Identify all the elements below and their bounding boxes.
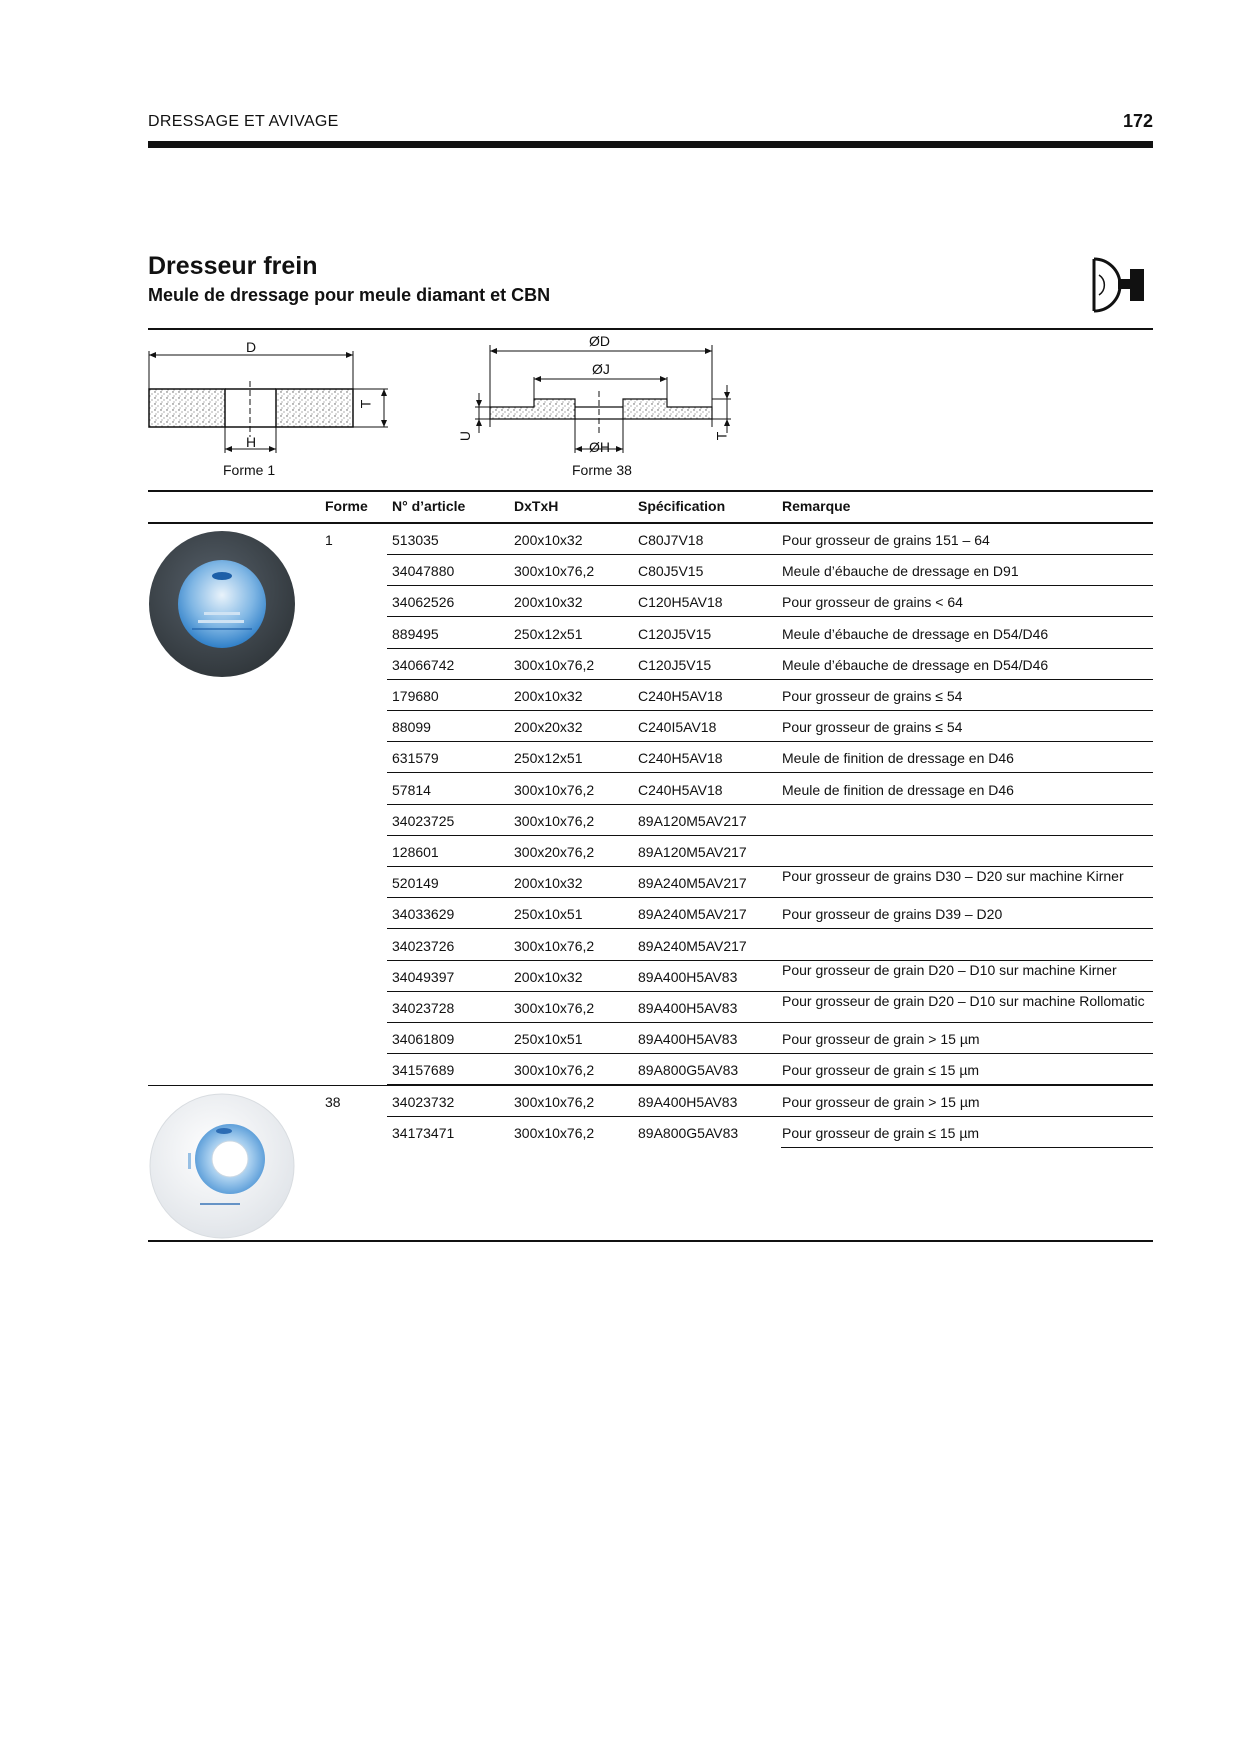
cell-spec: C240H5AV18 bbox=[638, 781, 723, 798]
cell-dims: 200x10x32 bbox=[514, 968, 583, 985]
forme38-label-u: U bbox=[457, 430, 474, 442]
row-divider bbox=[781, 1147, 1153, 1148]
cell-article: 34023726 bbox=[392, 937, 455, 954]
cell-forme: 1 bbox=[325, 532, 333, 548]
cell-dims: 300x20x76,2 bbox=[514, 844, 595, 860]
product-title: Dresseur frein bbox=[148, 252, 318, 280]
cell-dims: 300x10x76,2 bbox=[514, 1124, 595, 1141]
cell-spec: C120H5AV18 bbox=[638, 594, 723, 611]
cell-remark: Meule de finition de dressage en D46 bbox=[782, 781, 1014, 798]
cell-dims: 250x12x51 bbox=[514, 750, 583, 767]
cell-article: 34061809 bbox=[392, 1031, 455, 1048]
cell-spec: 89A400H5AV83 bbox=[638, 1093, 738, 1110]
table-row bbox=[148, 961, 1153, 992]
cell-article: 34157689 bbox=[392, 1062, 455, 1079]
cell-spec: C80J5V15 bbox=[638, 563, 704, 580]
col-header-spec: Spécification bbox=[638, 498, 726, 514]
section-title: DRESSAGE ET AVIVAGE bbox=[148, 113, 339, 130]
cell-spec: C240H5AV18 bbox=[638, 688, 723, 704]
cell-spec: 89A400H5AV83 bbox=[638, 968, 738, 985]
cell-remark: Meule d’ébauche de dressage en D91 bbox=[782, 563, 1019, 580]
cell-article: 520149 bbox=[392, 875, 439, 892]
cell-article: 88099 bbox=[392, 719, 431, 736]
col-header-forme: Forme bbox=[325, 498, 368, 514]
cell-dims: 300x10x76,2 bbox=[514, 1093, 595, 1110]
table-row bbox=[148, 1086, 1153, 1117]
table-row bbox=[148, 618, 1153, 649]
cell-spec: 89A120M5AV217 bbox=[638, 812, 747, 829]
cell-article: 57814 bbox=[392, 781, 431, 798]
cell-remark: Pour grosseur de grain > 15 µm bbox=[782, 1093, 980, 1110]
cell-remark: Pour grosseur de grain D20 – D10 sur machine Kirner bbox=[782, 961, 1117, 978]
section-rule bbox=[148, 328, 1153, 330]
table-row bbox=[148, 711, 1153, 742]
cell-article: 128601 bbox=[392, 844, 439, 860]
cell-spec: C120J5V15 bbox=[638, 625, 712, 642]
table-row bbox=[148, 898, 1153, 929]
col-header-dims: DxTxH bbox=[514, 498, 559, 514]
cell-remark: Pour grosseur de grains D30 – D20 sur machine Kirner bbox=[782, 868, 1124, 885]
cell-article: 34023725 bbox=[392, 812, 455, 829]
table-header-top-rule bbox=[148, 490, 1153, 492]
cell-article: 631579 bbox=[392, 750, 439, 767]
table-row bbox=[148, 586, 1153, 617]
cell-remark: Pour grosseur de grains ≤ 54 bbox=[782, 719, 963, 736]
cell-article: 34023732 bbox=[392, 1093, 455, 1110]
table-row bbox=[148, 1117, 1153, 1148]
cell-remark: Meule de finition de dressage en D46 bbox=[782, 750, 1014, 767]
forme1-diagram bbox=[148, 337, 398, 457]
forme38-label-j: ØJ bbox=[592, 361, 610, 377]
cell-spec: 89A240M5AV217 bbox=[638, 875, 747, 892]
group-divider bbox=[148, 1085, 1153, 1086]
cell-remark: Meule d’ébauche de dressage en D54/D46 bbox=[782, 656, 1049, 673]
cell-article: 34023728 bbox=[392, 1000, 455, 1016]
product-subtitle: Meule de dressage pour meule diamant et CBN bbox=[148, 285, 551, 305]
cell-spec: 89A120M5AV217 bbox=[638, 844, 747, 860]
cell-dims: 200x20x32 bbox=[514, 719, 583, 736]
cell-remark: Pour grosseur de grain ≤ 15 µm bbox=[782, 1124, 980, 1141]
cell-dims: 300x10x76,2 bbox=[514, 812, 595, 829]
cell-article: 889495 bbox=[392, 625, 439, 642]
forme38-label-h: ØH bbox=[589, 439, 610, 455]
grey-wheel-image bbox=[148, 530, 296, 678]
cell-dims: 300x10x76,2 bbox=[514, 1062, 595, 1079]
table-row bbox=[148, 1023, 1153, 1054]
cell-forme: 38 bbox=[325, 1093, 341, 1110]
table-row bbox=[148, 774, 1153, 805]
col-header-remark: Remarque bbox=[782, 498, 851, 514]
cell-spec: 89A400H5AV83 bbox=[638, 1031, 738, 1048]
white-wheel-image bbox=[148, 1093, 296, 1239]
page-number: 172 bbox=[1122, 111, 1153, 131]
cell-article: 34047880 bbox=[392, 563, 455, 580]
cell-dims: 300x10x76,2 bbox=[514, 563, 595, 580]
forme1-label-t: T bbox=[357, 399, 374, 409]
table-row bbox=[148, 742, 1153, 773]
table-row bbox=[148, 680, 1153, 711]
header-rule bbox=[148, 141, 1153, 148]
cell-dims: 300x10x76,2 bbox=[514, 937, 595, 954]
forme1-caption: Forme 1 bbox=[223, 462, 276, 478]
cell-remark: Pour grosseur de grain ≤ 15 µm bbox=[782, 1062, 980, 1079]
cell-dims: 250x10x51 bbox=[514, 906, 583, 923]
cell-spec: C80J7V18 bbox=[638, 532, 704, 548]
cell-dims: 250x10x51 bbox=[514, 1031, 583, 1048]
forme1-label-d: D bbox=[246, 339, 257, 355]
cell-dims: 300x10x76,2 bbox=[514, 781, 595, 798]
cell-spec: C240I5AV18 bbox=[638, 719, 717, 736]
cell-article: 34033629 bbox=[392, 906, 455, 923]
forme38-label-t: T bbox=[713, 431, 730, 441]
cell-dims: 300x10x76,2 bbox=[514, 1000, 595, 1016]
cell-spec: 89A400H5AV83 bbox=[638, 1000, 738, 1016]
cell-spec: C240H5AV18 bbox=[638, 750, 723, 767]
cell-dims: 200x10x32 bbox=[514, 594, 583, 611]
forme1-label-h: H bbox=[246, 434, 257, 450]
cell-dims: 200x10x32 bbox=[514, 875, 583, 892]
cell-remark: Pour grosseur de grains ≤ 54 bbox=[782, 688, 963, 704]
table-row bbox=[148, 930, 1153, 961]
table-row bbox=[148, 867, 1153, 898]
cell-spec: 89A240M5AV217 bbox=[638, 937, 747, 954]
cell-remark: Pour grosseur de grains < 64 bbox=[782, 594, 963, 611]
cell-article: 513035 bbox=[392, 532, 439, 548]
cell-article: 34066742 bbox=[392, 656, 455, 673]
cell-remark: Pour grosseur de grains D39 – D20 bbox=[782, 906, 1003, 923]
cell-remark: Meule d’ébauche de dressage en D54/D46 bbox=[782, 625, 1049, 642]
cell-remark: Pour grosseur de grain > 15 µm bbox=[782, 1031, 980, 1048]
forme38-caption: Forme 38 bbox=[572, 462, 632, 478]
table-row bbox=[148, 555, 1153, 586]
cell-spec: 89A800G5AV83 bbox=[638, 1124, 739, 1141]
col-header-article: N° d’article bbox=[392, 498, 466, 514]
table-row bbox=[148, 805, 1153, 836]
table-row bbox=[148, 524, 1153, 555]
table-row bbox=[148, 1054, 1153, 1085]
cell-remark: Pour grosseur de grains 151 – 64 bbox=[782, 532, 990, 548]
table-row bbox=[148, 992, 1153, 1023]
dresser-icon bbox=[1090, 255, 1154, 317]
cell-article: 179680 bbox=[392, 688, 439, 704]
cell-dims: 200x10x32 bbox=[514, 688, 583, 704]
cell-article: 34173471 bbox=[392, 1124, 455, 1141]
cell-spec: 89A800G5AV83 bbox=[638, 1062, 739, 1079]
cell-spec: C120J5V15 bbox=[638, 656, 712, 673]
cell-article: 34049397 bbox=[392, 968, 455, 985]
cell-article: 34062526 bbox=[392, 594, 455, 611]
cell-remark: Pour grosseur de grain D20 – D10 sur machine Rollomatic bbox=[782, 993, 1145, 1009]
table-row bbox=[148, 836, 1153, 867]
cell-dims: 200x10x32 bbox=[514, 532, 583, 548]
table-row bbox=[148, 649, 1153, 680]
cell-spec: 89A240M5AV217 bbox=[638, 906, 747, 923]
forme38-label-d: ØD bbox=[589, 333, 610, 349]
cell-dims: 250x12x51 bbox=[514, 625, 583, 642]
cell-dims: 300x10x76,2 bbox=[514, 656, 595, 673]
table-bottom-rule bbox=[148, 1240, 1153, 1242]
